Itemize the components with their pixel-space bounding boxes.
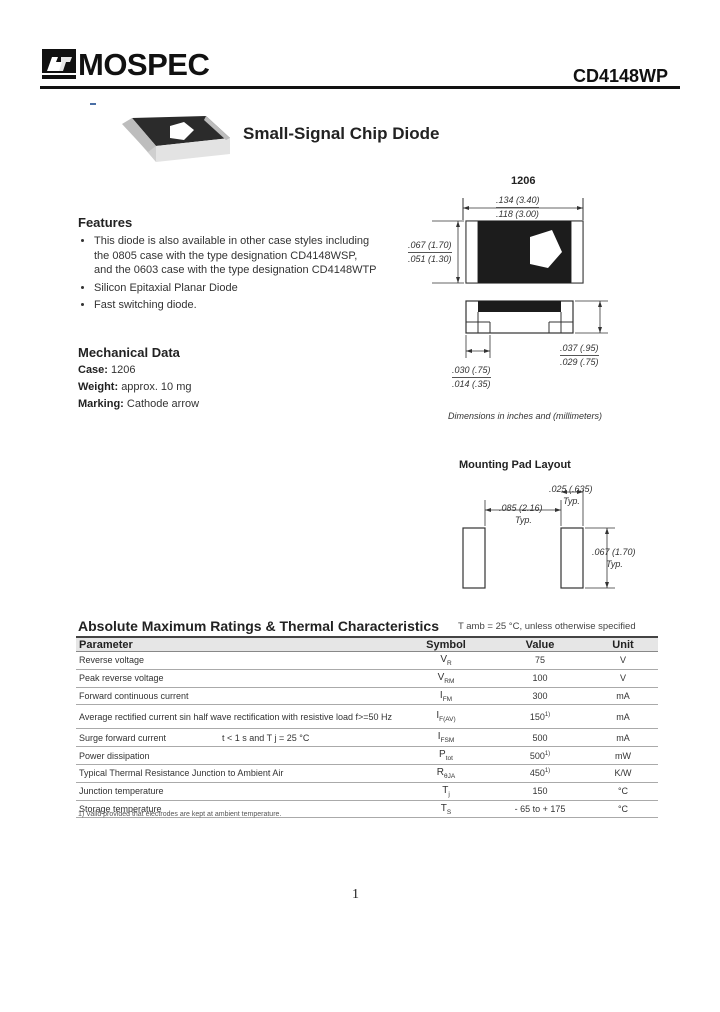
mech-weight xyxy=(78,381,192,393)
mounting-heading: Mounting Pad Layout xyxy=(459,459,571,471)
cell-symbol xyxy=(400,800,492,818)
symbol-letter: I xyxy=(437,731,441,743)
dim-pad-width: .025 (.635) xyxy=(549,484,593,494)
parameter-text: Peak reverse voltage xyxy=(79,673,164,684)
mech-marking xyxy=(78,398,199,410)
value-text: 300 xyxy=(532,690,548,701)
cell-symbol xyxy=(400,729,492,747)
cell-value xyxy=(492,652,588,670)
value-text: 75 xyxy=(534,655,545,666)
ratings-table xyxy=(76,636,658,818)
cell-unit: mA xyxy=(588,687,658,705)
cell-unit: °C xyxy=(588,782,658,800)
mech-weight-label: Weight: xyxy=(78,381,119,393)
features-heading: Features xyxy=(78,215,133,230)
dim-height-min: .029 (.75) xyxy=(560,357,599,367)
logo-mark-icon xyxy=(42,49,76,79)
table-row xyxy=(76,652,658,670)
dim-length-min: .118 (3.00) xyxy=(496,209,539,219)
table-row xyxy=(76,764,658,782)
part-number: CD4148WP xyxy=(572,66,668,86)
value-text: 500 xyxy=(532,732,548,743)
header-rule xyxy=(40,86,680,89)
dim-length-max: .134 (3.40) xyxy=(496,195,540,205)
cell-value xyxy=(492,669,588,687)
cell-symbol xyxy=(400,782,492,800)
symbol-subscript: FM xyxy=(442,695,453,703)
cell-value xyxy=(492,705,588,729)
symbol-letter: I xyxy=(436,710,440,722)
parameter-text: Typical Thermal Resistance Junction to Ambient Air xyxy=(79,768,284,779)
chip-photo xyxy=(118,112,233,166)
cell-unit: mA xyxy=(588,705,658,729)
dim-pad-height: .067 (1.70) xyxy=(592,547,636,557)
value-text: 150 xyxy=(529,711,545,722)
cell-unit: K/W xyxy=(588,764,658,782)
page-number: 1 xyxy=(352,887,359,902)
parameter-text: Power dissipation xyxy=(79,750,150,761)
parameter-text: Surge forward current xyxy=(79,732,167,743)
mech-marking-label: Marking: xyxy=(78,398,124,410)
value-footnote-ref: 1) xyxy=(544,711,551,718)
cell-symbol xyxy=(400,705,492,729)
cell-symbol xyxy=(400,669,492,687)
feature-item: • Silicon Epitaxial Planar Diode xyxy=(94,281,378,296)
cell-symbol xyxy=(400,687,492,705)
symbol-subscript: θJA xyxy=(444,772,456,780)
cell-unit: V xyxy=(588,669,658,687)
dim-height-max: .037 (.95) xyxy=(560,343,599,353)
cell-symbol xyxy=(400,652,492,670)
case-code-label: 1206 xyxy=(511,175,536,187)
dim-width-min: .051 (1.30) xyxy=(408,254,452,264)
cell-parameter xyxy=(76,652,400,670)
cell-value xyxy=(492,729,588,747)
table-row xyxy=(76,705,658,729)
mechanical-heading: Mechanical Data xyxy=(78,345,180,360)
parameter-condition: t < 1 s and T j = 25 °C xyxy=(222,732,310,743)
cell-value xyxy=(492,800,588,818)
mounting-pad-drawing xyxy=(455,478,635,593)
value-footnote-ref: 1) xyxy=(544,750,551,757)
cell-parameter xyxy=(76,747,400,765)
table-row xyxy=(76,782,658,800)
ratings-condition: T amb = 25 °C, unless otherwise specified xyxy=(458,621,636,632)
parameter-text: Storage temperature xyxy=(79,803,162,814)
page-title: Small-Signal Chip Diode xyxy=(243,124,440,143)
mech-case-value: 1206 xyxy=(111,364,136,376)
symbol-letter: R xyxy=(436,766,445,778)
header-parameter: Parameter xyxy=(76,637,400,652)
value-footnote-ref: 1) xyxy=(544,768,551,775)
cell-value xyxy=(492,764,588,782)
mech-marking-value: Cathode arrow xyxy=(126,398,200,410)
table-row xyxy=(76,687,658,705)
features-list xyxy=(78,234,378,316)
cell-unit: V xyxy=(588,652,658,670)
parameter-text: Forward continuous current xyxy=(79,690,189,701)
header-value: Value xyxy=(492,637,588,652)
table-header-row xyxy=(76,637,658,652)
dim-gap: .085 (2.16) xyxy=(499,503,543,513)
cell-parameter xyxy=(76,669,400,687)
company-logo xyxy=(42,46,209,82)
header-unit: Unit xyxy=(588,637,658,652)
table-row xyxy=(76,729,658,747)
cell-value xyxy=(492,782,588,800)
symbol-subscript: j xyxy=(448,790,450,798)
cell-parameter xyxy=(76,705,400,729)
ratings-body xyxy=(76,652,658,818)
mech-weight-value: approx. 10 mg xyxy=(121,381,192,393)
symbol-letter: V xyxy=(437,671,445,683)
feature-item: • Fast switching diode. xyxy=(94,298,378,313)
symbol-subscript: FSM xyxy=(440,737,455,745)
value-text: - 65 to + 175 xyxy=(514,803,566,814)
parameter-text: Average rectified current sin half wave rectification with resistive load f>=50 Hz xyxy=(79,711,392,722)
cell-parameter xyxy=(76,764,400,782)
dim-width-max: .067 (1.70) xyxy=(408,240,452,250)
dim-pad-height-typ: Typ. xyxy=(606,559,623,569)
dimensions-caption: Dimensions in inches and (millimeters) xyxy=(448,411,603,421)
parameter-text: Reverse voltage xyxy=(79,655,145,666)
dim-terminal-min: .014 (.35) xyxy=(452,379,491,389)
marker-dash xyxy=(90,103,96,105)
cell-value xyxy=(492,687,588,705)
ratings-footnote: 1) Valid provided that electrodes are kept at ambient temperature. xyxy=(78,811,282,818)
cell-symbol xyxy=(400,764,492,782)
cell-parameter xyxy=(76,729,400,747)
header-symbol: Symbol xyxy=(400,637,492,652)
symbol-letter: I xyxy=(439,689,443,701)
cell-parameter xyxy=(76,782,400,800)
symbol-subscript: tot xyxy=(445,754,453,762)
cell-symbol xyxy=(400,747,492,765)
table-row xyxy=(76,669,658,687)
symbol-subscript: F(AV) xyxy=(439,716,456,724)
logo-text: MOSPEC xyxy=(78,46,210,82)
dim-gap-typ: Typ. xyxy=(515,515,532,525)
value-text: 500 xyxy=(529,750,545,761)
mech-case-label: Case: xyxy=(78,364,108,376)
cell-unit: °C xyxy=(588,800,658,818)
cell-unit: mW xyxy=(588,747,658,765)
parameter-text: Junction temperature xyxy=(79,786,164,797)
symbol-letter: T xyxy=(440,802,447,814)
value-text: 150 xyxy=(532,786,548,797)
symbol-subscript: R xyxy=(446,659,452,667)
symbol-subscript: S xyxy=(446,808,452,816)
symbol-letter: V xyxy=(440,654,447,665)
cell-parameter xyxy=(76,687,400,705)
cell-value xyxy=(492,747,588,765)
symbol-letter: P xyxy=(439,749,446,761)
ratings-title: Absolute Maximum Ratings & Thermal Characteristics xyxy=(78,618,439,634)
symbol-subscript: RM xyxy=(444,677,455,685)
symbol-letter: T xyxy=(442,784,449,796)
dim-terminal-max: .030 (.75) xyxy=(452,365,491,375)
mech-case xyxy=(78,364,136,376)
value-text: 450 xyxy=(529,768,545,779)
cell-unit: mA xyxy=(588,729,658,747)
dim-pad-width-typ: Typ. xyxy=(563,496,580,506)
feature-item: • This diode is also available in other case styles including the 0805 case with the type designation CD4148WSP, and the 0603 case with the type designation CD4148WTP xyxy=(94,234,378,278)
table-row xyxy=(76,747,658,765)
value-text: 100 xyxy=(532,673,548,684)
